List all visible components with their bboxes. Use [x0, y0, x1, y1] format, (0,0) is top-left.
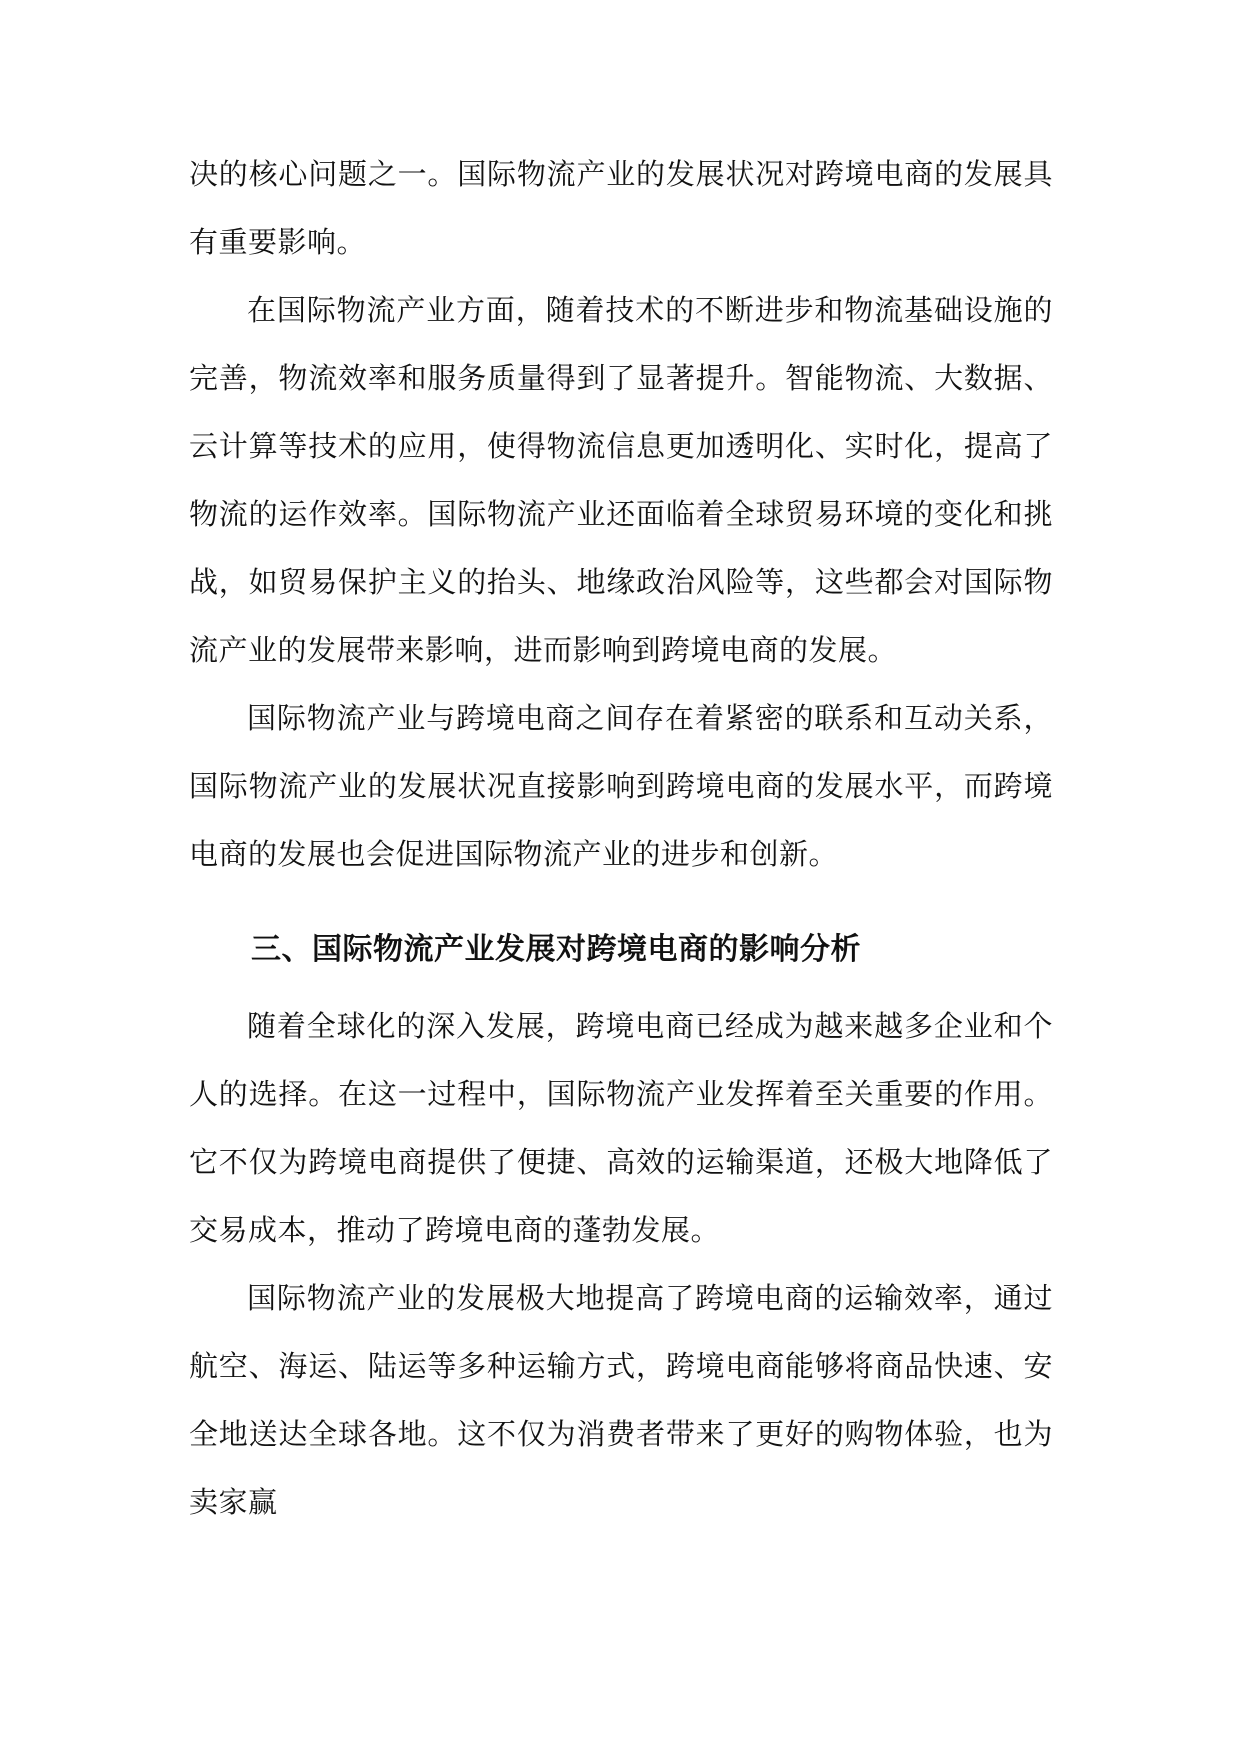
paragraph-continuation: 决的核心问题之一。国际物流产业的发展状况对跨境电商的发展具有重要影响。	[189, 157, 1053, 259]
paragraph-interaction: 国际物流产业与跨境电商之间存在着紧密的联系和互动关系，国际物流产业的发展状况直接影响到跨境电商的发展水平，而跨境电商的发展也会促进国际物流产业的进步和创新。	[189, 701, 1053, 871]
paragraph-globalization: 随着全球化的深入发展，跨境电商已经成为越来越多企业和个人的选择。在这一过程中，国际物流产业发挥着至关重要的作用。它不仅为跨境电商提供了便捷、高效的运输渠道，还极大地降低了交易成本，推动了跨境电商的蓬勃发展。	[189, 1009, 1053, 1247]
document-body	[189, 140, 1053, 1536]
section-heading: 三、国际物流产业发展对跨境电商的影响分析	[251, 932, 861, 967]
paragraph-logistics-industry: 在国际物流产业方面，随着技术的不断进步和物流基础设施的完善，物流效率和服务质量得到了显著提升。智能物流、大数据、云计算等技术的应用，使得物流信息更加透明化、实时化，提高了物流的运作效率。国际物流产业还面临着全球贸易环境的变化和挑战，如贸易保护主义的抬头、地缘政治风险等，这些都会对国际物流产业的发展带来影响，进而影响到跨境电商的发展。	[189, 293, 1053, 667]
paragraph-transport-efficiency: 国际物流产业的发展极大地提高了跨境电商的运输效率，通过航空、海运、陆运等多种运输方式，跨境电商能够将商品快速、安全地送达全球各地。这不仅为消费者带来了更好的购物体验，也为卖家赢	[189, 1281, 1053, 1519]
